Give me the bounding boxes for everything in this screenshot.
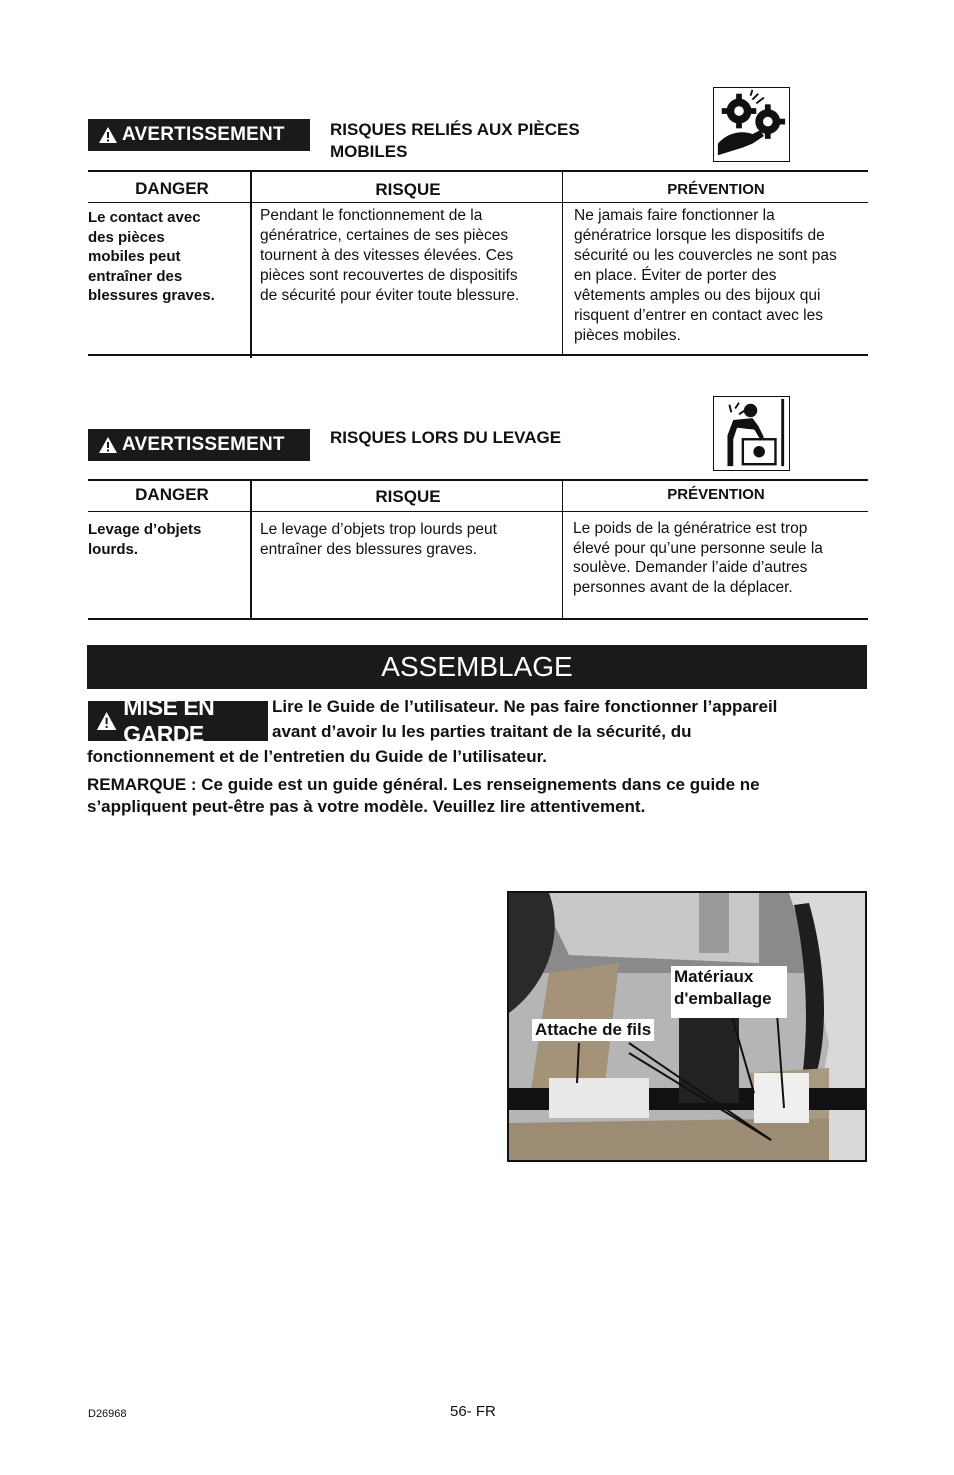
section-banner: ASSEMBLAGE bbox=[87, 645, 867, 689]
prevention-cell: Ne jamais faire fonctionner la génératrice lorsque les dispositifs de sécurité ou les couvercles ne sont pas en place. Éviter de porter des vêtements amples ou des bijoux qui risquent d’entrer en contact avec les pièces mobiles. bbox=[574, 207, 837, 344]
warning-badge-label: AVERTISSEMENT bbox=[122, 124, 285, 145]
caution-badge-label: MISE EN GARDE bbox=[123, 694, 215, 747]
photo-label-packaging: Matériaux d'emballage bbox=[671, 966, 787, 1018]
section-title: RISQUES RELIÉS AUX PIÈCES MOBILES bbox=[330, 120, 580, 161]
caution-text-line: avant d’avoir lu les parties traitant de la sécurité, du bbox=[272, 722, 692, 741]
warning-triangle-icon bbox=[98, 126, 118, 144]
warning-triangle-icon bbox=[98, 436, 118, 454]
col-header-risque: RISQUE bbox=[375, 180, 441, 199]
col-header-prevention: PRÉVENTION bbox=[667, 486, 765, 503]
note-text-line: REMARQUE : Ce guide est un guide général. Les renseignements dans ce guide ne bbox=[87, 775, 760, 794]
risque-cell: Pendant le fonctionnement de la génératrice, certaines de ses pièces tournent à des vitesses élevées. Ces pièces sont recouvertes de dispositifs de sécurité pour éviter toute blessure. bbox=[260, 207, 520, 304]
danger-cell: Le contact avec des pièces mobiles peut entraîner des blessures graves. bbox=[88, 209, 215, 304]
prevention-cell: Le poids de la génératrice est trop élevé pour qu’une personne seule la soulève. Demander l’aide d’autres personnes avant de la déplacer. bbox=[573, 520, 823, 596]
caution-text-line: Lire le Guide de l’utilisateur. Ne pas faire fonctionner l’appareil bbox=[272, 697, 778, 716]
col-header-prevention: PRÉVENTION bbox=[667, 181, 765, 198]
caution-text-line: fonctionnement et de l’entretien du Guide de l’utilisateur. bbox=[87, 747, 547, 766]
warning-badge-label: AVERTISSEMENT bbox=[122, 434, 285, 455]
col-header-risque: RISQUE bbox=[375, 487, 441, 506]
col-header-danger: DANGER bbox=[135, 485, 209, 504]
note-text-line: s’appliquent peut-être pas à votre modèle. Veuillez lire attentivement. bbox=[87, 797, 646, 816]
section-title: RISQUES LORS DU LEVAGE bbox=[330, 428, 562, 447]
page-number: 56- FR bbox=[450, 1403, 496, 1420]
warning-badge bbox=[88, 429, 310, 461]
moving-parts-icon bbox=[713, 87, 790, 162]
warning-badge bbox=[88, 119, 310, 151]
photo-label-wire-tie: Attache de fils bbox=[532, 1019, 654, 1041]
caution-badge bbox=[88, 694, 268, 747]
warning-triangle-icon bbox=[96, 709, 117, 733]
danger-cell: Levage d’objets lourds. bbox=[88, 521, 202, 558]
document-code: D26968 bbox=[88, 1408, 127, 1420]
lifting-hazard-icon bbox=[713, 396, 790, 471]
col-header-danger: DANGER bbox=[135, 179, 209, 198]
risque-cell: Le levage d’objets trop lourds peut entraîner des blessures graves. bbox=[260, 521, 497, 558]
